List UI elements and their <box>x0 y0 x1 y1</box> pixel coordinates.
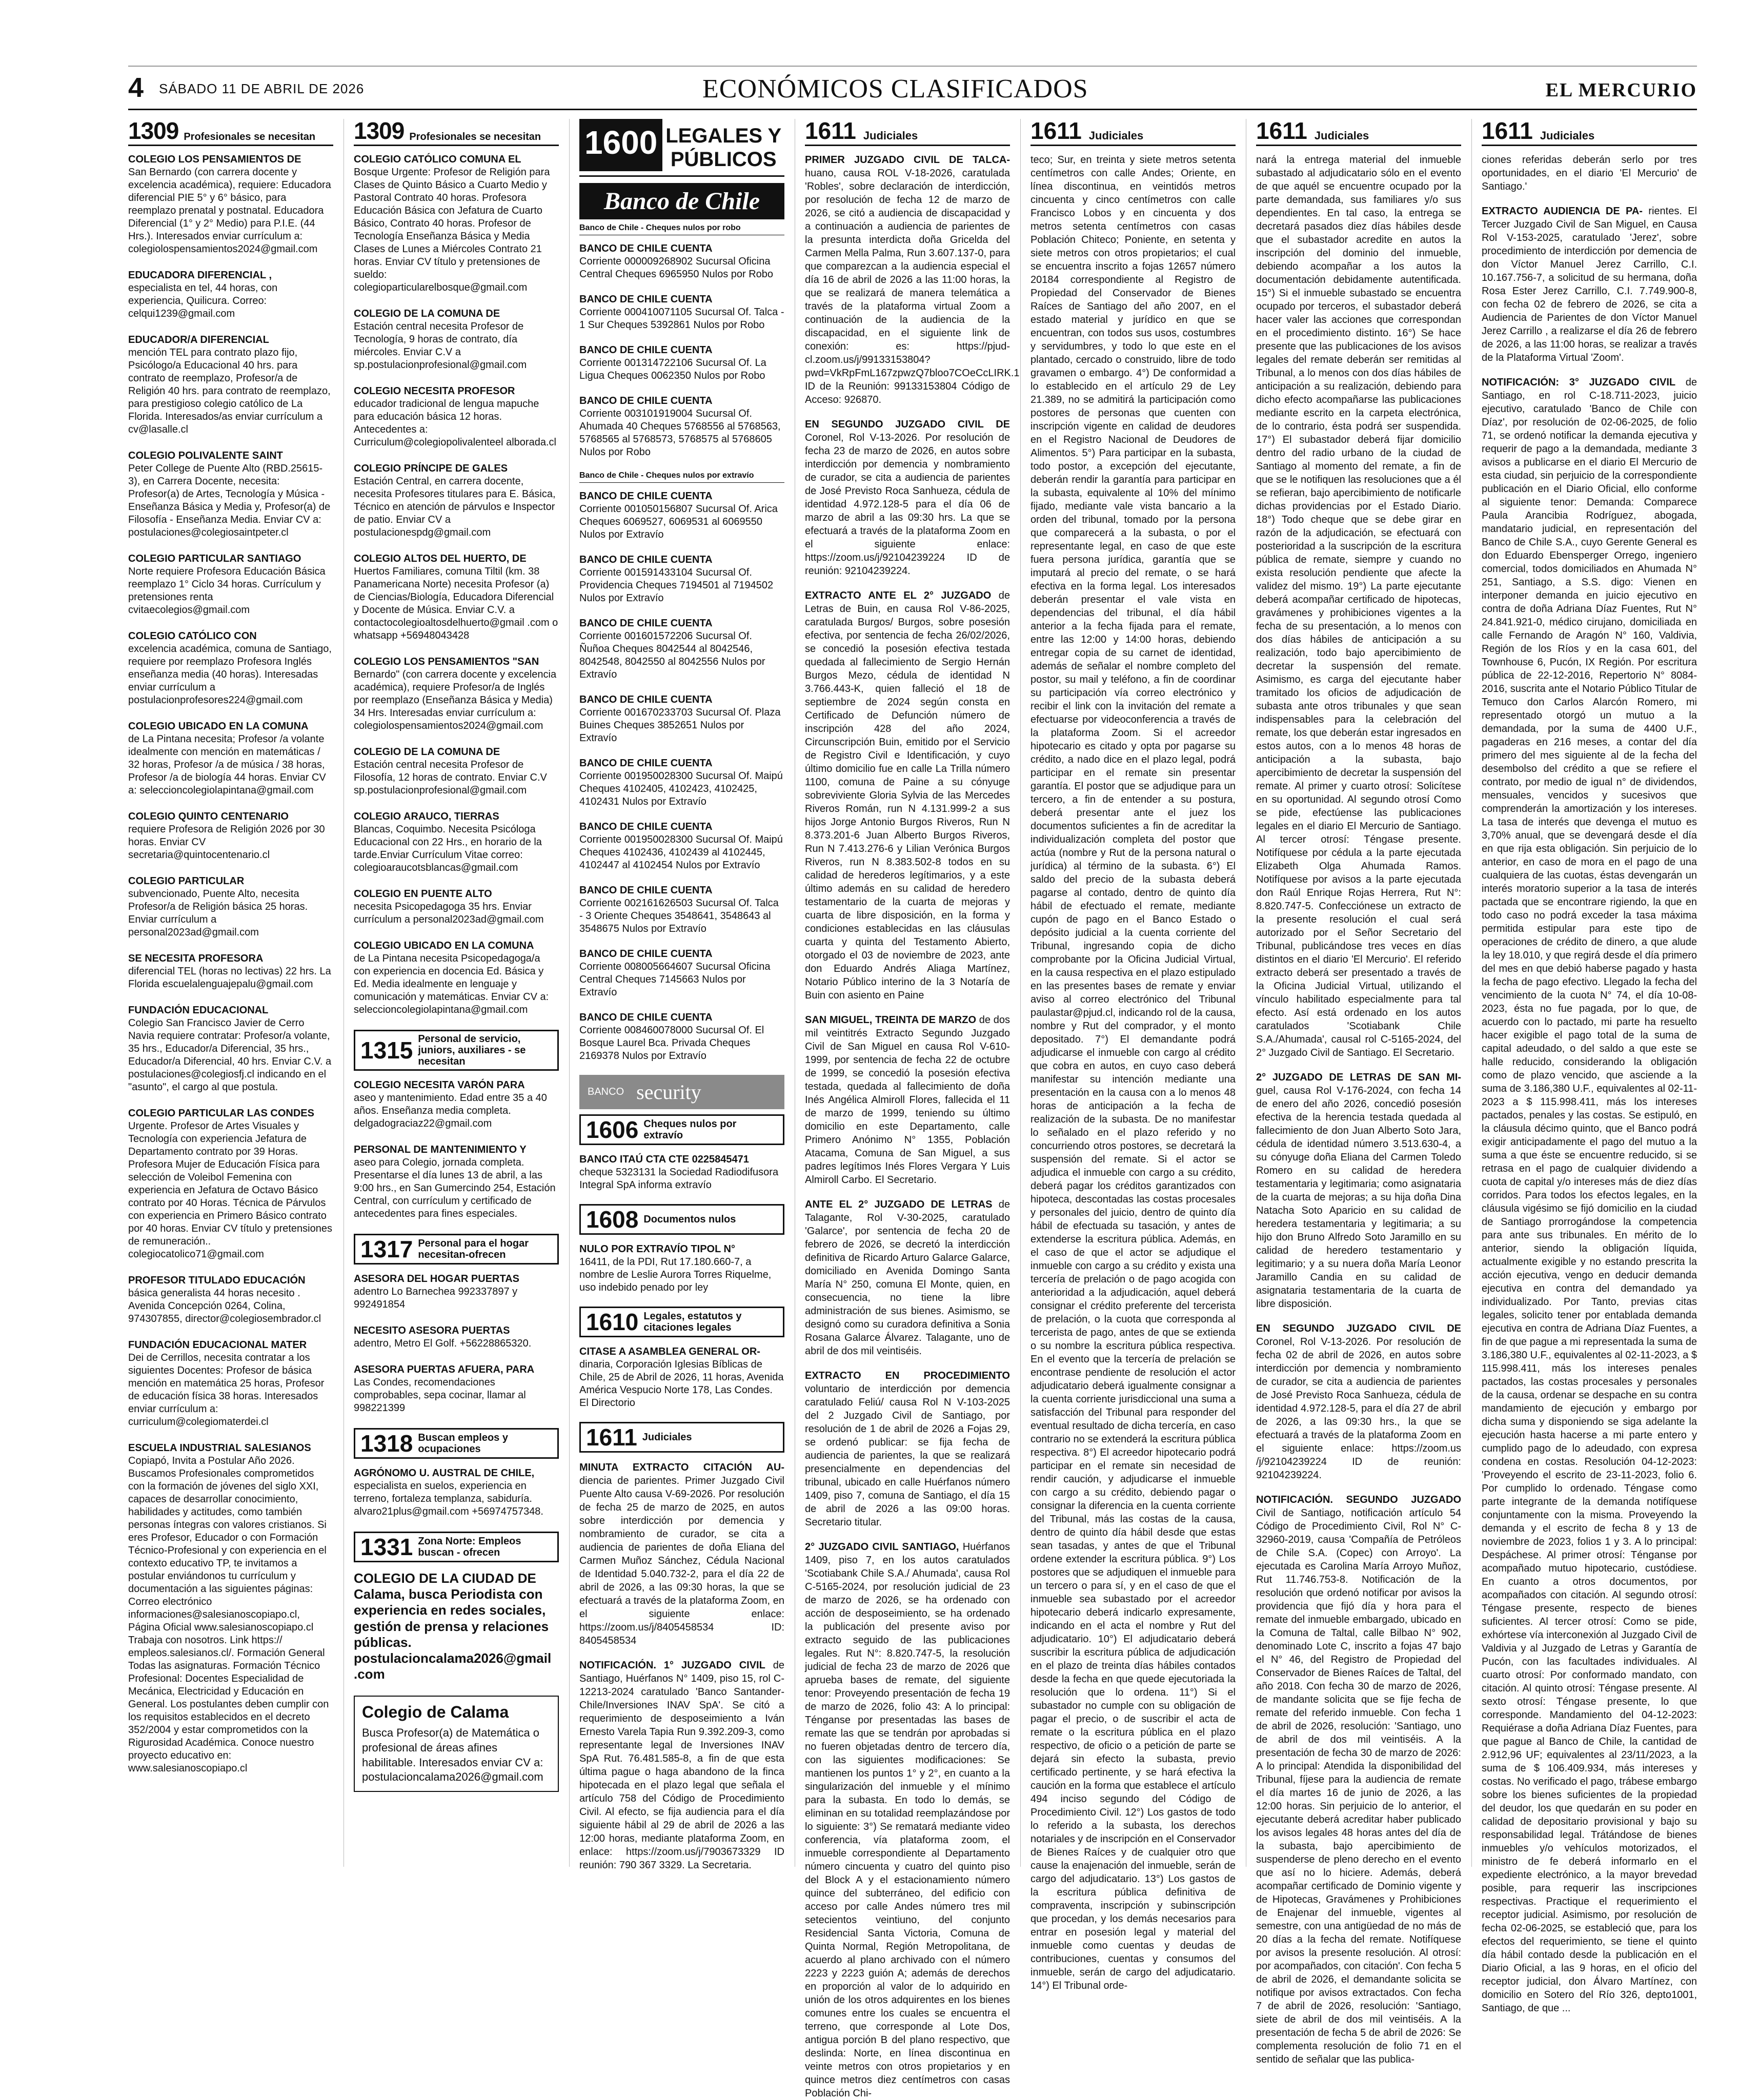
category-header <box>1030 119 1236 146</box>
header-rule <box>128 109 1697 110</box>
notice-title: BANCO DE CHILE CUENTA <box>579 1012 713 1023</box>
notice-body: Coronel, Rol V-13-2026. Por resolución de fecha 23 de marzo de 2026, en autos sobre interdicción por demencia y nombramiento de curador, se cita a audiencia de parientes de José Previsto Roca Sanhueza, cédula de identidad 4.972.128-5 para el día 06 de marzo de abril a las 09:30 hrs. La que se efectuará a través de la plataforma Zoom en el siguiente enlace: https://zoom.us/j/92104239224 ID de reunión: 92104239224. <box>805 432 1010 577</box>
category-name: Legales, estatutos y citaciones legales <box>643 1311 742 1333</box>
notice-title: BANCO DE CHILE CUENTA <box>579 618 713 629</box>
legal-notice <box>579 1153 784 1192</box>
ad-list <box>128 153 333 1775</box>
category-code: 1611 <box>805 117 856 144</box>
category-name: Cheques nulos por extravío <box>643 1118 737 1141</box>
issue-date: SÁBADO 11 DE ABRIL DE 2026 <box>159 81 365 96</box>
classified-ad <box>354 462 559 539</box>
classified-ad <box>354 888 559 926</box>
judicial-notice <box>579 1461 784 1647</box>
ad-body: requiere Profesora de Religión 2026 por 30 horas. Enviar CV secretaria@quintocentenario.cl <box>128 824 325 861</box>
ad-body: especialista en tel, 44 horas, con experiencia, Quilicura. Correo: celqui1239@gmail.com <box>128 282 278 319</box>
ad-title: COLEGIO CATÓLICO CON <box>128 630 257 642</box>
judicial-notice <box>805 1198 1010 1358</box>
ad-body: de La Pintana necesita; Profesor /a volante idealmente con mención en matemáticas / 32 horas, Profesor /a de música / 38 horas, Profesor /a de biología 44 horas. Enviar CV a: seleccioncolegiolapintana@gmail.com <box>128 733 326 796</box>
category-name: Documentos nulos <box>643 1214 736 1225</box>
notice-title: EN SEGUNDO JUZGADO CIVIL DE <box>1256 1323 1461 1334</box>
ad-title: COLEGIO DE LA COMUNA DE <box>354 308 500 319</box>
judicial-notice <box>1482 205 1697 364</box>
ad-title: COLEGIO PARTICULAR <box>128 875 245 887</box>
notice-body: Corriente 001050156807 Sucursal Of. Arica Cheques 6069527, 6069531 al 6069550 Nulos por Extravío <box>579 503 778 540</box>
section-name: LEGALES Y PÚBLICOS <box>665 125 782 171</box>
column-divider <box>343 119 344 1867</box>
featured-ad-box <box>354 1696 559 1791</box>
ad-list <box>354 1467 559 1518</box>
judicial-notice <box>1256 1493 1461 2066</box>
bank-notice <box>579 490 784 541</box>
ad-body: Blancas, Coquimbo. Necesita Psicóloga Educacional con 22 Hrs., en horario de la tarde.Enviar Currículum Vitae correo: colegioaraucotsblancas@gmail.com <box>354 824 542 873</box>
ad-title: COLEGIO PARTICULAR SANTIAGO <box>128 553 301 564</box>
notice-body: Corriente 000410071105 Sucursal Of. Talca - 1 Sur Cheques 5392861 Nulos por Robo <box>579 307 784 331</box>
notice-body: Coronel, Rol V-13-2026. Por resolución de fecha 02 de abril de 2026, en autos sobre interdicción por demencia y nombramiento de curador, se cita a audiencia de parientes de José Previsto Roca Sanhueza, cédula de identidad 4.972.128-5, para el día 27 de abril de 2026, a las 09:30 hrs., la que se efectuará a través de la plataforma Zoom en el siguiente enlace: https://zoom.us /j/92104239224 ID de reunión: 92104239224. <box>1256 1336 1461 1481</box>
ad-body: Norte requiere Profesora Educación Básica reemplazo 1° Ciclo 34 horas. Currículum y pretensiones renta cvitaecolegios@gmail.com <box>128 566 326 616</box>
notice-body: Corriente 001950028300 Sucursal Of. Maipú Cheques 4102436, 4102439 al 4102445, 4102447 al 4102454 Nulos por Extravío <box>579 834 783 871</box>
notice-body: dinaria, Corporación Iglesias Bíblicas de Chile, 25 de Abril de 2026, 11 horas, Avenida América Vespucio Norte 178, Las Condes. El Directorio <box>579 1359 784 1409</box>
notice-body: Corriente 008005664607 Sucursal Oficina Central Cheques 7145663 Nulos por Extravío <box>579 961 771 998</box>
ad-list <box>354 153 559 1016</box>
column-3 <box>579 119 784 1871</box>
ad-title: COLEGIO NECESITA PROFESOR <box>354 385 515 397</box>
brand-logo: EL MERCURIO <box>1545 79 1697 101</box>
judicial-notice <box>805 418 1010 578</box>
classified-ad <box>128 810 333 862</box>
notice-title: BANCO ITAÚ CTA CTE 0225845471 <box>579 1154 749 1165</box>
category-box-1608 <box>579 1204 784 1235</box>
bank-notice <box>579 1011 784 1063</box>
ad-body: Dei de Cerrillos, necesita contratar a los siguientes Docentes: Profesor de básica mención en matemática 25 horas, Profesor de educación física 38 horas. Interesados enviar currículum a: curriculum@colegiomaterdei.cl <box>128 1352 325 1428</box>
notice-title: EXTRACTO AUDIENCIA DE PA- <box>1482 206 1643 217</box>
classified-ad <box>354 1273 559 1311</box>
ad-title: FUNDACIÓN EDUCACIONAL MATER <box>128 1339 307 1351</box>
ad-title: COLEGIO CATÓLICO COMUNA EL <box>354 154 521 165</box>
notice-title: 2° JUZGADO CIVIL SANTIAGO, <box>805 1541 959 1553</box>
ad-body: excelencia académica, comuna de Santiago, requiere por reemplazo Profesora Inglés enseñanza media (40 horas). Interesadas enviar currículum a postulacionprofesores224@gmail.com <box>128 643 332 706</box>
classified-ad <box>354 940 559 1016</box>
ad-list <box>354 1273 559 1415</box>
category-name: Judiciales <box>1540 129 1595 142</box>
judicial-notice <box>1482 376 1697 2015</box>
category-box-1317 <box>354 1234 559 1265</box>
column-1 <box>128 119 333 1867</box>
notice-body: de Letras de Buin, en causa Rol V-86-2025, caratulada Burgos/ Burgos, sobre posesión efectiva, por sentencia de fecha 26/02/2026, se concedió la posesión efectiva testada quedada al fallecimiento de Sergio Hernán Burgos Mezo, cédula de identidad N 3.766.443-K, quien falleció el 18 de septiembre de 2024 según consta en Certificado de Defunción número de inscripción 428 del año 2024, Circunscripción Buin, emitido por el Servicio de Registro Civil e Identificación, y cuyo último domicilio fue en calle La Trilla número 1100, comuna de Paine a su cónyuge sobreviviente Gloria Sylvia de las Mercedes Riveros Román, run N 4.131.999-2 a sus hijos Jorge Antonio Burgos Riveros, Run N 8.373.201-6 Juan Alberto Burgos Riveros, Run N 7.413.276-6 y Lilian Verónica Burgos Riveros, run N 8.383.502-8 todos en su calidad de herederos legítimarios, y a este último además en su calidad de heredero testamentario de la cuarta de mejoras y cuarta de libre disposición, en la forma y condiciones establecidas en las cláusulas cuarta y quinta del Testamento Abierto, otorgado el 03 de noviembre de 2023, ante don Eduardo Andrés Aliaga Martínez, Notario Público interino de la 3 Notaría de Buin con asiento en Paine <box>805 590 1010 1001</box>
bank-notice <box>579 694 784 745</box>
notice-title: BANCO DE CHILE CUENTA <box>579 294 713 305</box>
category-name: Personal de servicio, juniors, auxiliares - se necesitan <box>418 1033 526 1067</box>
notice-body: Corriente 001670233703 Sucursal Of. Plaza Buines Cheques 3852651 Nulos por Extravío <box>579 707 781 744</box>
bank-logo-banner: Banco de Chile <box>579 183 784 219</box>
category-code: 1611 <box>1030 117 1082 144</box>
category-code: 1606 <box>586 1116 639 1143</box>
ad-body: Urgente. Profesor de Artes Visuales y Tecnología con experiencia Jefatura de Departamento contrato por 39 Horas. Profesora Mujer de Educación Física para selección de Voleibol Femenina con experiencia en Jefatura de Octavo Básico contrato por 40 Horas. Técnica de Párvulos con experiencia en Primero Básico contrato por 40 horas. Enviar CV título y pretensiones de remuneración.. colegiocatolico71@gmail.com <box>128 1120 332 1260</box>
classified-ad <box>354 810 559 874</box>
judicial-notice-continued: teco; Sur, en treinta y siete metros setenta centímetros con calle Andes; Oriente, en línea discontinua, en veintidós metros cincuenta y cinco centímetros con calle Francisco Lobos y en cincuenta y dos metros setenta centímetros con casas Población Chiteco; Poniente, en setenta y siete metros con otros propietarios; el cual se encuentra inscrito a fojas 12657 número 20184 correspondiente al Registro de Propiedad del Conservador de Bienes Raíces de Santiago del año 2007, en el estado material y jurídico en que se encuentran, con todos sus usos, costumbres y servidumbres, y todo lo que este en el plantado, cercado o construido, libre de todo gravamen o embargo. 4°) De conformidad a lo establecido en el artículo 29 de Ley 21.389, no se admitirá la participación como postores de personas que cuenten con inscripción vigente en calidad de deudores en el Registro Nacional de Deudores de Alimentos. 5°) Para participar en la subasta, todo postor, a excepción del ejecutante, deberán rendir la garantía para participar en la subasta, equivalente al 10% del mínimo fijado, mediante vale vista bancario a la orden del tribunal, tomado por la persona que comparecerá a la subasta, o por el representante legal, en caso de que este fuera persona jurídica, garantía que se imputará al precio del remate, o se hará efectiva en la forma legal. Los interesados deberán presentar el vale vista en dependencias del tribunal, el día hábil anterior a la fecha fijada para el remate, entre las 12:00 y 14:00 horas, debiendo entregar copia de su carnet de identidad, además de señalar el nombre completo del postor, su mail y teléfono, a fin de coordinar su participación vía correo electrónico y recibir el link con la invitación del remate a efectuarse por videoconferencia a través de la plataforma Zoom. Si el acreedor hipotecario es citado y opta por pagarse su crédito, a nado dice en el plazo legal, podrá participar en el remate sin presentar garantía. El postor que se adjudique para un tercero, a fin de entender a su postura, deberá presentar ante el juez los documentos suficientes a fin de acreditar la individualización completa del postor que actúa (nombre y Rut de la persona natural o jurídica) al término de la subasta. 6°) El saldo del precio de la subasta deberá pagarse al contado, dentro de quinto día hábil de efectuado el remate, mediante cupón de pago en el Banco Estado o depósito judicial a la cuenta corriente del Tribunal, ingresando copia de dicho comprobante por la Oficina Judicial Virtual, en la causa respectiva en el plazo estipulado en las presentes bases de remate y enviar aviso al correo electrónico del Tribunal paulastar@pjud.cl, indicando rol de la causa, nombre y Rut del comprador, y el monto depositado. 7°) El demandante podrá adjudicarse el inmueble con cargo al crédito que cobra en autos, en cuyo caso deberá manifestar su intención mediante una presentación en la causa con a lo menos 48 horas de anticipación a la fecha de realización de la subasta. De no manifestar lo señalado en el plazo referido y no concurriendo otros postores, se decretará la suspensión del remate. Si el actor se adjudica el inmueble con cargo a su crédito, deberá pagar los créditos garantizados con hipoteca, descontadas las costas procesales y personales del juicio, dentro de quinto día hábil de efectuada su tasación, y antes de extenderse la escritura pública. Además, en el caso de que el actor se adjudique el inmueble con cargo a su crédito y exista una tercería de prelación o de pago acogida con anterioridad a la adjudicación, aquel deberá consignar el crédito preferente del tercerista de prelación, o la cuota que corresponda al tercerista de pago, antes de que se extienda o su nombre la escritura pública respectiva. En el evento que la tercería de prelación se encontrase pendiente de resolución el actor adjudicatario deberá igualmente consignar a la cuenta corriente jurisdiccional una suma a satisfacción del Tribunal para responder del eventual resultado de dicha tercería, en caso contrario no se extenderá la escritura pública respectiva. 8°) El acreedor hipotecario podrá participar en el remate sin necesidad de rendir caución, y adjudicarse el inmueble con cargo a su crédito, debiendo pagar o consignar la diferencia en la cuenta corriente del Tribunal, más las costas de la causa, dentro de quinto día hábil desde que estas sean tasadas, y antes de que el Tribunal ordene extender la escritura pública. 9°) Los postores que se adjudiquen el inmueble para un tercero o para sí, y en el caso de que el inmueble sea subastado por el acreedor hipotecario deberá indicarlo expresamente, indicando en el acta el nombre y Rut del adjudicatario. 10°) El adjudicatario deberá suscribir la escritura pública de adjudicación en el plazo de treinta días hábiles contados desde la fecha en que quede ejecutoriada la resolución que lo ordena. 11°) Si el subastador no cumple con su obligación de pagar el precio, o de suscribir el acta de remate o la escritura pública en el plazo respectivo, de oficio o a petición de parte se dejará sin efecto la subasta, previo certificado pertinente, y se hará efectiva la caución en la forma que establece el artículo 494 inciso segundo del Código de Procedimiento Civil. 12°) Los gastos de todo lo referido a la subasta, los derechos notariales y de inscripción en el Conservador de Bienes Raíces y de cualquier otro que cause la enajenación del inmueble, serán de cargo del adjudicatario. 13°) Los gastos de la escritura pública definitiva de compraventa, inscripción y subinscripción que procedan, y los demás necesarios para entrar en posesión legal y material del inmueble como cuentas y deudas de contribuciones, cuentas y consumos del inmueble, serán de cargo del adjudicatario. 14°) El Tribunal orde- <box>1030 154 1236 1991</box>
category-code: 1611 <box>1256 117 1307 144</box>
ad-body: especialista en suelos, experiencia en terreno, fortaleza templanza, sabiduría. alvaro21plus@gmail.com +56974757348. <box>354 1480 543 1517</box>
ad-title: COLEGIO NECESITA VARÓN PARA <box>354 1079 525 1091</box>
bank-notice-list <box>579 242 784 459</box>
bank-notice <box>579 554 784 605</box>
notice-title: EN SEGUNDO JUZGADO CIVIL DE <box>805 419 1010 430</box>
ad-title: COLEGIO PARTICULAR LAS CONDES <box>128 1108 314 1119</box>
page-number: 4 <box>128 72 144 103</box>
notice-title: EXTRACTO EN PROCEDIMIENTO <box>805 1370 1010 1381</box>
category-name: Judiciales <box>642 1432 692 1443</box>
security-logo-word: security <box>636 1080 701 1104</box>
classified-ad <box>354 1144 559 1220</box>
column-divider <box>569 119 570 1867</box>
notice-title: BANCO DE CHILE CUENTA <box>579 491 713 502</box>
top-rule <box>128 66 1697 67</box>
ad-body: aseo y mantenimiento. Edad entre 35 a 40 años. Enseñanza media completa. delgadograciaz22@gmail.com <box>354 1092 547 1129</box>
bank-notice <box>579 395 784 459</box>
notice-body: Corriente 001950028300 Sucursal Of. Maipú Cheques 4102405, 4102423, 4102425, 4102431 Nulos por Extravío <box>579 770 783 807</box>
notice-title: NOTIFICACIÓN: 3° JUZGADO CIVIL <box>1482 377 1676 388</box>
classified-ad <box>128 269 333 320</box>
ad-body: aseo para Colegio, jornada completa. Presentarse el día lunes 13 de abril, a las 9:00 hrs., en San Gumercindo 254, Estación Central, con currículum y certificado de antecedentes para fines especiales. <box>354 1157 556 1219</box>
notice-body: Corriente 003101919004 Sucursal Of. Ahumada 40 Cheques 5768556 al 5768563, 5768565 al 5768573, 5768575 al 5768605 Nulos por Robo <box>579 408 781 458</box>
ad-title: COLEGIO UBICADO EN LA COMUNA <box>128 721 309 732</box>
notice-title: BANCO DE CHILE CUENTA <box>579 948 713 960</box>
judicial-notice <box>579 1659 784 1872</box>
ad-title: SE NECESITA PROFESORA <box>128 953 264 964</box>
notice-title: 2° JUZGADO DE LETRAS DE SAN MI- <box>1256 1072 1461 1083</box>
notice-title: BANCO DE CHILE CUENTA <box>579 243 713 254</box>
notice-title: NULO POR EXTRAVÍO TIPOL N° <box>579 1243 735 1255</box>
bank-notice <box>579 948 784 999</box>
category-header <box>1256 119 1461 146</box>
ad-body: necesita Psicopedagoga 35 hrs. Enviar currículum a personal2023ad@gmail.com <box>354 901 544 925</box>
classified-ad <box>128 952 333 991</box>
category-box-1331 <box>354 1532 559 1562</box>
ad-list <box>354 1079 559 1220</box>
notice-title: SAN MIGUEL, TREINTA DE MARZO <box>805 1014 977 1026</box>
ad-body: adentro Lo Barnechea 992337897 y 992491854 <box>354 1286 518 1310</box>
classified-ad <box>354 746 559 797</box>
judicial-notice <box>1256 1322 1461 1482</box>
featured-ad-body: Busca Profesor(a) de Matemática o profesional de áreas afines habilitable. Interesados enviar CV a: postulacioncalama2026@gmail.com <box>362 1726 543 1784</box>
notice-body: de Santiago, Huérfanos N° 1409, piso 15, rol C-12213-2024 caratulado 'Banco Santander-Chile/Inversiones INAV SpA'. Se citó a requerimiento de desposeimiento a Iván Ernesto Varela Tapia Run 9.392.209-3, como representante legal de Inversiones INAV SpA Rut. 76.481.585-8, a fin de que esta última pague o haga abandono de la finca hipotecada en el plazo legal que señala el artículo 758 del Código de Procedimiento Civil. Al efecto, se fija audiencia para el día siguiente hábil al 29 de abril de 2026 a las 12:00 horas, mediante plataforma Zoom, en enlace: https://zoom.us/j/7903673329 ID reunión: 790 367 3329. La Secretaria. <box>579 1660 784 1871</box>
category-code: 1611 <box>1482 117 1533 144</box>
ad-body: de La Pintana necesita Psicopedagoga/a con experiencia en docencia Ed. Básica y Ed. Media idealmente en lenguaje y comunicación y matemáticas. Enviar CV a: seleccioncolegiolapintana@gmail.com <box>354 953 549 1015</box>
category-code: 1610 <box>586 1309 639 1335</box>
judicial-notice-list <box>1482 205 1697 2015</box>
notice-body: huano, causa ROL V-18-2026, caratulada 'Robles', sobre declaración de interdicción, por resolución de fecha 12 de marzo de 2026, se citó a audiencia de discapacidad y a continuación a audiencia de parientes de la presunta interdicta doña Gricelda del Carmen Mella Palma, Run 3.607.137-0, para que comparezcan a la audiencia especial el día 16 de abril de 2026 a las 11:00 horas, la que se realizará de manera telemática a través de la plataforma virtual Zoom a continuación de la audiencia de la discapacidad, en el siguiente link de conexión: es: https://pjud-cl.zoom.us/j/99133153804? pwd=VkRpFmL167zpwzQ7bloo7COeCcLIRK.1 ID de la Reunión: 99133153804 Código de Acceso: 926870. <box>805 168 1020 405</box>
section-title: ECONÓMICOS CLASIFICADOS <box>702 74 1088 104</box>
category-code: 1608 <box>586 1206 639 1233</box>
ad-title: COLEGIO QUINTO CENTENARIO <box>128 811 289 822</box>
classified-ad <box>354 1363 559 1415</box>
ad-text: COLEGIO DE LA CIUDAD DE Calama, busca Periodista con experiencia en redes sociales, gestión de prensa y relaciones públicas. postulacioncalama2026@gmail .com <box>354 1571 552 1682</box>
classified-ad <box>354 385 559 449</box>
column-5 <box>1030 117 1236 1991</box>
category-name: Judiciales <box>863 129 918 142</box>
category-header <box>128 119 333 146</box>
classified-ad <box>354 1079 559 1130</box>
classified-ad <box>354 553 559 642</box>
judicial-notice-list <box>805 153 1020 2100</box>
ad-title: EDUCADORA DIFERENCIAL , <box>128 270 272 281</box>
classified-ad <box>128 1107 333 1261</box>
bank-notice <box>579 344 784 382</box>
ad-body: San Bernardo (con carrera docente y excelencia académica), requiere: Educadora diferencial PIE 5° y 6° básico, para reemplazo prenatal y postnatal. Educadora Diferencial (1° y 2° Medio) para P.I.E. (44 Hrs.). Interesados enviar currículum a: colegiolospensamientos2024@gmail.com <box>128 167 331 255</box>
legal-notice <box>579 1243 784 1294</box>
ad-body: Estación central necesita Profesor de Filosofía, 12 horas de contrato. Enviar C.V sp.postulacionprofesional@gmail.com <box>354 759 547 796</box>
classified-ad <box>354 153 559 294</box>
column-divider <box>1020 119 1021 1867</box>
notice-title: NOTIFICACIÓN. 1° JUZGADO CIVIL <box>579 1660 765 1671</box>
ad-body: Las Condes, recomendaciones comprobables, sepa cocinar, llamar al 998221399 <box>354 1377 526 1414</box>
judicial-notice-list <box>1256 1071 1461 2066</box>
notice-title: PRIMER JUZGADO CIVIL DE TALCA- <box>805 154 1010 166</box>
category-header <box>805 119 1010 146</box>
category-code: 1318 <box>360 1430 413 1457</box>
ad-title: ASESORA DEL HOGAR PUERTAS <box>354 1273 519 1285</box>
notice-body: Huérfanos 1409, piso 7, en los autos caratulados 'Scotiabank Chile S.A./ Ahumada', causa Rol C-5165-2024, por resolución judicial de 23 de marzo de 2026, se ha ordenado con acción de desposeimiento, se ha ordenado la publicación del presente aviso por extracto seguido de las publicaciones legales. Rut N°: 8.820.747-5, la resolución judicial de fecha 23 de marzo de 2026 que aprueba bases de remate, del siguiente tenor: Proveyendo presentación de fecha 19 de marzo de 2026, folio 43: A lo principal: Ténganse por presentadas las bases de remate las que se tendrán por aprobadas si no fueren objetadas dentro de tercero día, con las siguientes modificaciones: Se mantienen los puntos 1° y 2°, en cuanto a la singularización del inmueble y el mínimo para la subasta. En todo lo demás, se eliminan en su totalidad reemplazándose por lo siguiente: 3°) Se rematará mediante video conferencia, vía plataforma zoom, el inmueble correspondiente al Departamento número cincuenta y cuatro del quinto piso del Block A y el estacionamiento número quince del subterráneo, del edificio con acceso por calle Andes número tres mil setecientos veintiuno, del conjunto Residencial Santa Victoria, Comuna de Quinta Normal, Región Metropolitana, de acuerdo al plano archivado con el número 2223 y 2223 guión A; además de derechos en proporción al valor de lo adquirido en unión de los otros adquirentes en los bienes comunes entre los cuales se encuentra el terreno, que corresponde al Lote Dos, antigua porción B del plano respectivo, que deslinda: Norte, en línea discontinua en veinte metros con otros propietarios y en quince metros diez centímetros con casas Población Chi- <box>805 1541 1010 2099</box>
column-2 <box>354 119 559 1867</box>
ad-title: EDUCADOR/A DIFERENCIAL <box>128 334 269 345</box>
notice-body: de Santiago, en rol C-18.711-2023, juicio ejecutivo, caratulado 'Banco de Chile con Díaz', por resolución de 02-06-2025, de folio 71, se ordenó notificar la demanda ejecutiva y requerir de pago a la demandada, mediante 3 avisos a publicarse en el diario El Mercurio de esta ciudad, sin perjuicio de la correspondiente publicación en el Diario Oficial, ello conforme al siguiente tenor: Demanda: Comparece Paula Arancibia Rodríguez, abogada, mandatario judicial, en representación del Banco de Chile S.A., cuyo Gerente General es don Eduardo Ebensperger Orrego, ingeniero comercial, todos domiciliados en Ahumada N° 251, Santiago, a S.S. digo: Vienen en interponer demanda en juicio ejecutivo en contra de doña Adriana Díaz Fuentes, Rut N° 24.841.921-0, médico cirujano, domiciliada en calle Fernando de Aragón N° 160, Valdivia, Región de los Ríos y en la casa 601, del Townhouse 6, Pucón, IX Región. Por escritura pública de 22-12-2016, Repertorio N° 8084-2016, suscrita ante el Notario Público Titular de Temuco don Carlos Alarcón Romero, mi representado otorgó un mutuo a la demandada, por la suma de 4400 U.F., pagaderas en 216 meses, a contar del día primero del mes siguiente al de la fecha del desembolso del crédito a que se refiere el contrato, por medio de igual n° de dividendos, mensuales, vencidos y sucesivos que comprenderán la amortización y los intereses. La tasa de interés que devenga el mutuo es 3,70% anual, que se devengará desde el día en que rija esta obligación. Sin perjuicio de lo anterior, en caso de mora en el pago de una cualquiera de las cuotas, éstas devengarán un interés moratorio superior a la tasa de interés pactada que se encontrare rigiendo, la que en todo caso no podrá exceder la tasa máxima permitida estipular para este tipo de operaciones de crédito de dinero, a que alude la ley 18.010, y que regirá desde el día primero del mes en que debió haberse pagado y hasta la fecha de pago efectivo. Llegado la fecha del vencimiento de la cuota N° 74, el día 10-08-2023, ésta no fue pagada, por lo que, de acuerdo con lo pactado, mi parte ha resuelto hacer exigible el pago total de la suma de capital adeudado, o del saldo a que este se halle reducido, considerando la obligación como de plazo vencido, que asciende a la suma de 3.186,380 U.F., equivalentes al 02-11-2023 a $ 115.998.411, más los intereses pactados, penales y las costas. Se estipuló, en la cláusula décimo quinto, que el Banco podrá exigir anticipadamente el pago del mutuo a la suma a que éste se encuentre reducido, si se retrasa en el pago de cualquier dividendo a cuota de capital y/o intereses más de diez días corridos. Para todos los efectos legales, en la cláusula vigésimo se fijó domicilio en la ciudad de Santiago prorrogándose la competencia para ante sus tribunales. En mérito de lo anterior, siendo la obligación líquida, actualmente exigible y no estando prescrita la acción ejecutiva, vengo en deducir demanda ejecutiva en contra del demandado ya individualizado. Por Tanto, previas citas legales, solicito tener por entablada demanda ejecutiva en contra de Adriana Díaz Fuentes, a fin de que pague a mi representada la suma de 3.186,380 U.F., equivalentes al 02-11-2023, a $ 115.998.411, más los intereses penales pactados, las costas procesales y personales de la causa, ordenar se despache en su contra mandamiento de ejecución y embargo por dicha suma y disponiendo se siga adelante la ejecución hasta hacerse a mi parte entero y cumplido pago de lo adeudado, con expresa condena en costas. Resolución 04-12-2023: 'Proveyendo el escrito de 23-11-2023, folio 6. Por cumplido lo ordenado. Téngase como parte integrante de la demanda notifíquese conjuntamente con la misma. Proveyendo la demanda y el escrito de fecha 8 y 13 de noviembre de 2023, folios 1 y 3. A lo principal: Despáchese. Al primer otrosí: Ténganse por acompañado mutuo hipotecario, custódiese. En cuanto a otros documentos, por acompañados con citación. Al segundo otrosí: Téngase presente, respecto de bienes suficientes. Al tercer otrosí: Como se pide, exhórtese vía interconexión al Juzgado Civil de Valdivia y al Juzgado de Letras y Garantía de Pucón, con las facultades individuales. Al cuarto otrosí: Por conformado mandato, con citación. Al quinto otrosí: Téngase presente. Al sexto otrosí: Téngase presente, lo que corresponde. Mandamiento del 04-12-2023: Requiérase a doña Adriana Díaz Fuentes, para que pague al Banco de Chile, la cantidad de 2.912,96 UF; equivalentes al 23/11/2023, a la suma de $ 106.409.934, más intereses y costas. No verificado el pago, trábese embargo sobre los bienes suficientes de la propiedad del deudor, los que quedarán en su poder en calidad de depositario provisional y bajo su responsabilidad legal. Trátándose de bienes inmuebles y/o vehículos motorizados, el ministro de fe deberá informarlo en el expediente electrónico, a la mayor brevedad posible, para requerir las inscripciones respectivas. Practique el requerimiento el receptor judicial. Asimismo, por resolución de fecha 02-06-2025, se estableció que, para los efectos del requerimiento, se tiene el quinto día hábil contado desde la publicación en el Diario Oficial, a las 9 horas, en el oficio del receptor judicial, don Álvaro Martínez, con domicilio en Sotero del Río 326, depto1001, Santiago, de que ... <box>1482 377 1698 2014</box>
notice-title: EXTRACTO ANTE EL 2° JUZGADO <box>805 590 992 601</box>
classified-ad <box>128 450 333 539</box>
category-box-1315 <box>354 1030 559 1071</box>
ad-title: AGRÓNOMO U. AUSTRAL DE CHILE, <box>354 1467 535 1479</box>
category-header <box>354 119 559 146</box>
notice-title: BANCO DE CHILE CUENTA <box>579 395 713 406</box>
masthead <box>128 72 1697 103</box>
bank-notice <box>579 884 784 935</box>
category-code: 1331 <box>360 1534 413 1560</box>
ad-body: Estación Central, en carrera docente, necesita Profesores titulares para E. Básica, Técnico en atención de párvulos e Inspector de patio. Enviar CV a postulacionespdg@gmail.com <box>354 476 556 538</box>
ad-body: Bernardo" (con carrera docente y excelencia académica), requiere Profesor/a de Inglés por reemplazo (Enseñanza Básica y Media) 34 Hrs. Interesadas enviar currículum a: colegiolospensamientos2024@gmail.com <box>354 669 557 731</box>
ad-body: subvencionado, Puente Alto, necesita Profesor/a de Religión básica 25 horas. Enviar currículum a personal2023ad@gmail.com <box>128 888 308 938</box>
judicial-notice <box>805 1540 1010 2100</box>
category-code: 1309 <box>128 117 179 144</box>
notice-body: Corriente 008460078000 Sucursal Of. El Bosque Laurel Bca. Privada Cheques 2169378 Nulos por Extravío <box>579 1025 764 1062</box>
classified-ad <box>354 1571 559 1682</box>
notice-body: Corriente 002161626503 Sucursal Of. Talca - 3 Oriente Cheques 3548641, 3548643 al 3548675 Nulos por Extravío <box>579 898 779 934</box>
notice-body: de Talagante, Rol V-30-2025, caratulado 'Galarce', por sentencia de fecha 20 de febrero de 2026, se decretó la interdicción definitiva de Ricardo Arturo Galarce Galarce, domiciliado en Avenida Domingo Santa María N° 250, comuna El Monte, quien, en consecuencia, no tiene la libre administración de sus bienes. Asimismo, se designó como su curadora definitiva a Sonia Rosana Galarce Álvarez. Talagante, uno de abril de dos mil veintiséis. <box>805 1199 1011 1357</box>
notice-body: rientes. El Tercer Juzgado Civil de San Miguel, en Causa Rol V-153-2025, caratulado 'Jerez', sobre procedimiento de interdicción por demencia de don Víctor Manuel Jerez Carrillo, C.I. 10.167.756-7, a solicitud de su hermana, doña Rosa Ester Jerez Carrillo, C.I. 7.749.900-8, con fecha 02 de febrero de 2026, se cita a Audiencia de Parientes de don Víctor Manuel Jerez Carrillo , a realizarse el día 26 de febrero de 2026, a las 11:00 horas, se realizar a través de la Plataforma Virtual 'Zoom'. <box>1482 206 1697 363</box>
classified-ad <box>128 875 333 939</box>
category-name: Personal para el hogar necesitan-ofrecen <box>418 1238 529 1260</box>
notice-body: Civil de Santiago, notificación artículo 54 Código de Procedimiento Civil, Rol N° C-32960-2019, causa 'Compañía de Petróleos de Chile S.A. (Copec) con Arroyo'. La ejecutada es Carolina María Arroyo Muñoz, Rut 11.746.753-8. Notificación de la resolución que ordenó notificar por avisos la providencia que fijó día y hora para el remate del inmueble embargado, ubicado en la Comuna de Taltal, calle Bilbao N° 902, denominado Lote C, inscrito a fojas 47 bajo el N° 46, del Registro de Propiedad del Conservador de Bienes Raíces de Taltal, del año 2018. Con fecha 30 de marzo de 2026, de mandante solicita que se fije fecha de remate del referido inmueble. Con fecha 1 de abril de 2026, resolución: 'Santiago, uno de abril de dos mil veintiséis. A la presentación de fecha 30 de marzo de 2026: A lo principal: Atendida la disponibilidad del Tribunal, fíjese para la audiencia de remate el día martes 16 de junio de 2026, a las 12:00 horas. Sin perjuicio de lo anterior, el ejecutante deberá acreditar haber publicado los avisos legales 48 horas antes del día de la subasta, bajo apercibimiento de suspenderse de pleno derecho en el evento que así no lo hiciere. Además, deberá acompañar certificado de Dominio vigente y de Hipotecas, Gravámenes y Prohibiciones de Enajenar del inmueble, vigentes al semestre, con una antigüedad de no más de 20 días a la fecha del remate. Notifíquese por avisos la presente resolución. Al otrosí: por acompañados, con citación'. Con fecha 5 de abril de 2026, el demandante solicita se notifique por avisos extractados. Con fecha 7 de abril de 2026, resolución: 'Santiago, siete de abril de dos mil veintiséis. A la presentación de fecha 5 de abril de 2026: Se complementa resolución de folio 71 en el sentido de señalar que las publica- <box>1256 1507 1461 2065</box>
ad-title: COLEGIO EN PUENTE ALTO <box>354 888 492 900</box>
legal-notice <box>579 1345 784 1410</box>
ad-title: COLEGIO LOS PENSAMIENTOS "SAN <box>354 656 539 667</box>
column-7 <box>1482 117 1698 2014</box>
ad-body: Colegio San Francisco Javier de Cerro Navia requiere contratar: Profesor/a volante, 35 hrs., Educador/a Diferencial, 35 hrs., Educador/a Diferencial, 40 hrs. Enviar C.V. a postulaciones@colegiosfj.cl indicando en el "asunto", el cargo al que postula. <box>128 1017 332 1093</box>
category-box-1606 <box>579 1114 784 1145</box>
notice-body: Corriente 001591433104 Sucursal Of. Providencia Cheques 7194501 al 7194502 Nulos por Extravío <box>579 567 774 604</box>
category-code: 1317 <box>360 1236 413 1262</box>
classified-ad <box>354 308 559 372</box>
ad-body: mención TEL para contrato plazo fijo, Psicólogo/a Educacional 40 hrs. para contrato de reemplazo, Profesor/a de Religión 40 hrs. para contrato de reemplazo, para prestigioso colegio católico de La Florida. Interesados/as enviar currículum a cv@lasalle.cl <box>128 347 331 435</box>
category-name: Zona Norte: Empleos buscan - ofrecen <box>418 1536 521 1558</box>
ad-title: ESCUELA INDUSTRIAL SALESIANOS <box>128 1442 311 1454</box>
notice-body: diencia de parientes. Primer Juzgado Civil Puente Alto causa V-69-2026. Por resolución de fecha 25 de marzo de 2025, en autos sobre interdicción por demencia y nombramiento de curador, se cita a audiencia de parientes de doña Eliana del Carmen Muñoz Sánchez, Cédula Nacional de Identidad 5.040.732-2, para el día 22 de abril de 2026, a las 09:30 horas, la que se efectuará a través de la plataforma Zoom, en el siguiente enlace: https://zoom.us/j/8405458534 ID: 8405458534 <box>579 1475 784 1646</box>
bank-notice <box>579 293 784 332</box>
category-box-1611 <box>579 1422 784 1453</box>
notice-body: Corriente 000009268902 Sucursal Oficina Central Cheques 6965950 Nulos por Robo <box>579 256 774 280</box>
judicial-notice <box>1256 1071 1461 1311</box>
ad-title: PROFESOR TITULADO EDUCACIÓN <box>128 1275 306 1286</box>
judicial-notice <box>805 1013 1010 1187</box>
section-code: 1600 <box>579 119 662 171</box>
category-header <box>1482 119 1697 146</box>
bank-notice <box>579 617 784 681</box>
category-name: Judiciales <box>1314 129 1369 142</box>
notice-title: NOTIFICACIÓN. SEGUNDO JUZGADO <box>1256 1494 1461 1505</box>
classified-ad <box>128 630 333 707</box>
notice-body: de dos mil veintitrés Extracto Segundo Juzgado Civil de San Miguel en causa Rol V-610-1999, por sentencia de fecha 22 de octubre de 1999, se concedió la posesión efectiva testada, quedada al fallecimiento de doña Inés Angélica Almiroll Flores, fallecida el 11 de marzo de 1999, teniendo su último domicilio en este Departamento, calle Primero Anónimo N° 1355, Población Atacama, Comuna de San Miguel, a sus padres legítimos Inés Flores Vergara Y Luis Almiroll Carbo. El Secretario. <box>805 1014 1010 1186</box>
category-code: 1309 <box>354 117 405 144</box>
ad-body: Bosque Urgente: Profesor de Religión para Clases de Quinto Básico a Cuarto Medio y Pastoral Contrato 40 horas. Profesora Educación Básica con Jefatura de Cuarto Básico, Contrato 40 horas. Profesor de Tecnología Enseñanza Básica y Media Clases de Lunes a Miércoles Contrato 21 horas. Enviar CV título y pretensiones de sueldo: colegioparticularelbosque@gmail.com <box>354 167 550 293</box>
security-logo-prefix: BANCO <box>588 1086 624 1097</box>
notice-title: ANTE EL 2° JUZGADO DE LETRAS <box>805 1199 993 1210</box>
classified-ad <box>128 153 333 256</box>
classified-ad <box>128 720 333 797</box>
classified-ad <box>128 1339 333 1429</box>
ad-body: educador tradicional de lengua mapuche para educación básica 12 horas. Antecedentes a: Curriculum@colegiopolivalenteel alborada.cl <box>354 398 556 448</box>
category-box-1318 <box>354 1428 559 1459</box>
judicial-notice-continued: nará la entrega material del inmueble subastado al adjudicatario sólo en el evento de que aquél se encuentre ocupado por la parte demandada, sus familiares y/o sus dependientes. En tal caso, la entrega se decretará pasados diez días hábiles desde que el subastador acredite en autos la inscripción del dominio del inmueble, debiendo acompañar a los autos la documentación debidamente autentificada. 15°) Si el inmueble subastado se encuentra ocupado por terceros, el subastador deberá hacer valer las acciones que correspondan en el procedimiento distinto. 16°) Se hace presente que las publicaciones de los avisos legales del remate deberán ser remitidas al Tribunal, a lo menos con dos días hábiles de anticipación a su realización, debiendo para dicho efecto acompañarse las publicaciones mediante escrito en la carpeta electrónica, de lo contrario, ésta podrá ser suspendida. 17°) El subastador deberá fijar domicilio dentro del radio urbano de la ciudad de Santiago al momento del remate, a fin de que se le notifiquen las resoluciones que a él se refieran, bajo apercibimiento de notificarle dichas providencias por el Estado Diario. 18°) Todo cheque que se debe girar en razón de la adjudicación, se efectuará con posterioridad a la suscripción de la escritura pública de remate, siempre y cuando no exista resolución pendiente que afecte la validez del mismo. 19°) La parte ejecutante deberá acompañar certificado de hipotecas, gravámenes y prohibiciones vigentes a la fecha de su presentación, a lo menos con dos días hábiles de anticipación a su realización, todo bajo apercibimiento de decretar la suspensión del remate. Asimismo, es carga del ejecutante haber tramitado los oficios de adjudicación de subasta ante otros tribunales y que sean indispensables para la celebración del remate, los que deberán estar ingresados en estos autos, con a lo menos 48 horas de anticipación a la subasta, bajo apercibimiento de decretar la suspensión del remate. Al primer y cuarto otrosí: Solicítese en su oportunidad. Al segundo otrosí Como se pide, efectúense las publicaciones legales en el diario El Mercurio de Santiago. Al tercer otrosí: Téngase presente. Notifíquese por cédula a la parte ejecutada Elizabeth Olga Ahumada Ramos. Notifíquese por avisos a la parte ejecutada don Raúl Enrique Rojas Herrera, Rut N°: 8.820.747-5. Confecciónese un extracto de la presente resolución el cual será autorizado por el Señor Secretario del Tribunal, publicándose tres veces en días distintos en el diario 'El Mercurio'. El referido extracto deberá ser presentado a través de la Oficina Judicial Virtual, utilizando el vínculo habilitado especialmente para tal efecto. Así está ordenado en los autos caratulados 'Scotiabank Chile S.A./Ahumada', causal rol C-5165-2024, del 2° Juzgado Civil de Santiago. El Secretario. <box>1256 154 1461 1058</box>
ad-title: FUNDACIÓN EDUCACIONAL <box>128 1005 269 1016</box>
notice-title: BANCO DE CHILE CUENTA <box>579 344 713 356</box>
notice-title: BANCO DE CHILE CUENTA <box>579 821 713 832</box>
notice-body: 16411, de la PDI, Rut 17.180.660-7, a nombre de Leslie Aurora Torres Riquelme, uso indebido penado por ley <box>579 1256 772 1293</box>
ad-body: Huertos Familiares, comuna Tiltil (km. 38 Panamericana Norte) necesita Profesor (a) de Ciencias/Biología, Educadora Diferencial y Docente de Música. Enviar C.V. a contactocolegioaltosdelhuerto@gmail .com o whatsapp +56948043428 <box>354 566 558 641</box>
ad-title: COLEGIO ALTOS DEL HUERTO, DE <box>354 553 527 564</box>
bank-notice <box>579 821 784 872</box>
security-bank-logo <box>579 1075 784 1109</box>
ad-title: PERSONAL DE MANTENIMIENTO Y <box>354 1144 527 1155</box>
subheading: Banco de Chile - Cheques nulos por extravío <box>579 471 784 483</box>
ad-title: COLEGIO UBICADO EN LA COMUNA <box>354 940 534 951</box>
ad-body: básica generalista 44 horas necesito . Avenida Concepción 0264, Colina, 974307855, director@colegiosembrador.cl <box>128 1288 321 1324</box>
column-6 <box>1256 117 1461 2065</box>
ad-title: COLEGIO PRÍNCIPE DE GALES <box>354 463 508 474</box>
notice-title: MINUTA EXTRACTO CITACIÓN AU- <box>579 1462 784 1473</box>
notice-title: BANCO DE CHILE CUENTA <box>579 758 713 769</box>
notice-title: BANCO DE CHILE CUENTA <box>579 885 713 896</box>
notice-body: cheque 5323131 la Sociedad Radiodifusora Integral SpA informa extravío <box>579 1167 779 1191</box>
legal-section-header <box>579 119 784 177</box>
judicial-notice <box>805 1369 1010 1529</box>
category-name: Judiciales <box>1088 129 1144 142</box>
ad-title: ASESORA PUERTAS AFUERA, PARA <box>354 1364 535 1375</box>
category-box-1610 <box>579 1307 784 1337</box>
category-name: Profesionales se necesitan <box>184 131 316 142</box>
category-code: 1611 <box>586 1424 637 1451</box>
classified-ad <box>354 1467 559 1518</box>
ad-title: COLEGIO LOS PENSAMIENTOS DE <box>128 154 301 165</box>
notice-body: voluntario de interdicción por demencia caratulado Feliú/ causa Rol N V-103-2025 del 2 Juzgado Civil de Santiago, por resolución de 1 de abril de 2026 a Fojas 29, se ordenó publicar: se fija fecha de audiencia de parientes, la que se realizará presencialmente en dependencias del tribunal, ubicado en calle Huérfanos número 1409, piso 7, comuna de Santiago, el día 15 de abril de 2026 a las 09:00 horas. Secretario titular. <box>805 1383 1010 1528</box>
ad-title: COLEGIO POLIVALENTE SAINT <box>128 450 283 461</box>
column-4 <box>805 117 1020 2099</box>
classified-ad <box>354 656 559 732</box>
judicial-notice <box>805 589 1010 1002</box>
bank-notice <box>579 757 784 808</box>
ad-body: Copiapó, Invita a Postular Año 2026. Buscamos Profesionales comprometidos con la formación de jóvenes del siglo XXI, capaces de desarrollar conocimiento, habilidades y actitudes, como también personas íntegras con valores cristianos. Si eres Profesor, Educador o con Formación Técnico-Profesional y con experiencia en el contexto educativo TP, te invitamos a postular enviándonos tu currículum y documentación a las siguientes páginas: Correo electrónico informaciones@salesianoscopiapo.cl, Página Oficial www.salesianoscopiapo.cl Trabaja con nosotros. Link https:// empleos.salesianos.cl/. Formación General Todas las asignaturas. Formación Técnico Profesional: Docentes Especialidad de Mecánica, Electricidad y Educación en General. Los postulantes deben cumplir con los requisitos establecidos en el decreto 352/2004 y estar comprometidos con la Rigurosidad Académica. Conoce nuestro proyecto educativo en: www.salesianoscopiapo.cl <box>128 1455 329 1774</box>
classified-ad <box>128 1004 333 1094</box>
notice-title: CITASE A ASAMBLEA GENERAL OR- <box>579 1346 760 1357</box>
category-name: Profesionales se necesitan <box>409 131 541 142</box>
judicial-notice <box>805 153 1020 406</box>
classified-ad <box>128 553 333 617</box>
notice-body: Corriente 001601572206 Sucursal Of. Ñuñoa Cheques 8042544 al 8042546, 8042548, 8042550 al 8042556 Nulos por Extravío <box>579 630 765 680</box>
ad-title: COLEGIO ARAUCO, TIERRAS <box>354 811 499 822</box>
ad-body: Estación central necesita Profesor de Tecnología, 9 horas de contrato, día miércoles. Enviar C.V a sp.postulacionprofesional@gmail.com <box>354 321 527 371</box>
featured-ad-title: Colegio de Calama <box>362 1703 509 1722</box>
ad-body: adentro, Metro El Golf. +56228865320. <box>354 1338 532 1349</box>
judicial-notice-continued: ciones referidas deberán serlo por tres oportunidades, en el diario 'El Mercurio' de Santiago.' <box>1482 154 1697 192</box>
notice-body: guel, causa Rol V-176-2024, con fecha 14 de enero del año 2026, concedió posesión efectiva de la herencia testada quedada al fallecimiento de don Juan Alberto Soto Jara, cédula de identidad número 3.513.630-4, a su cónyuge doña Eliana del Carmen Toledo Romero en su calidad de heredera testamentaria y legitimaria; como asignataria de la cuarta de mejoras; a su hija doña Dina Natacha Soto Aparicio en su calidad de heredera testamentaria y legitimaria; a su hijo don Bruno Alfredo Soto Jaramillo en su calidad de heredero testamentario y legitimario; y a su nuera doña María Leonor Jaramillo Candia en su calidad de asignataria testamentaria de la cuarta de libre disposición. <box>1256 1085 1461 1310</box>
bank-notice <box>579 242 784 281</box>
category-name: Buscan empleos y ocupaciones <box>418 1432 508 1455</box>
notice-body: Corriente 001314722106 Sucursal Of. La Ligua Cheques 0062350 Nulos por Robo <box>579 357 766 381</box>
category-code: 1315 <box>360 1037 413 1064</box>
notice-title: BANCO DE CHILE CUENTA <box>579 554 713 565</box>
judicial-notice-list <box>579 1461 784 1872</box>
notice-title: BANCO DE CHILE CUENTA <box>579 694 713 705</box>
classified-ad <box>128 1274 333 1326</box>
subheading: Banco de Chile - Cheques nulos por robo <box>579 223 784 235</box>
classified-ad <box>354 1324 559 1350</box>
ad-body: diferencial TEL (horas no lectivas) 22 hrs. La Florida escuelalenguajepalu@gmail.com <box>128 966 331 990</box>
ad-title: COLEGIO DE LA COMUNA DE <box>354 746 500 758</box>
classified-ad <box>128 334 333 436</box>
classified-ad <box>128 1442 333 1775</box>
bank-notice-list <box>579 490 784 1063</box>
ad-body: Peter College de Puente Alto (RBD.25615-3), en Carrera Docente, necesita: Profesor(a) de Artes, Tecnología y Música - Enseñanza Básica y Media y, Profesor(a) de Filosofía - Enseñanza Media. Enviar CV a: postulaciones@colegiosaintpeter.cl <box>128 463 331 538</box>
ad-title: NECESITO ASESORA PUERTAS <box>354 1325 510 1336</box>
column-divider <box>1471 119 1472 1867</box>
